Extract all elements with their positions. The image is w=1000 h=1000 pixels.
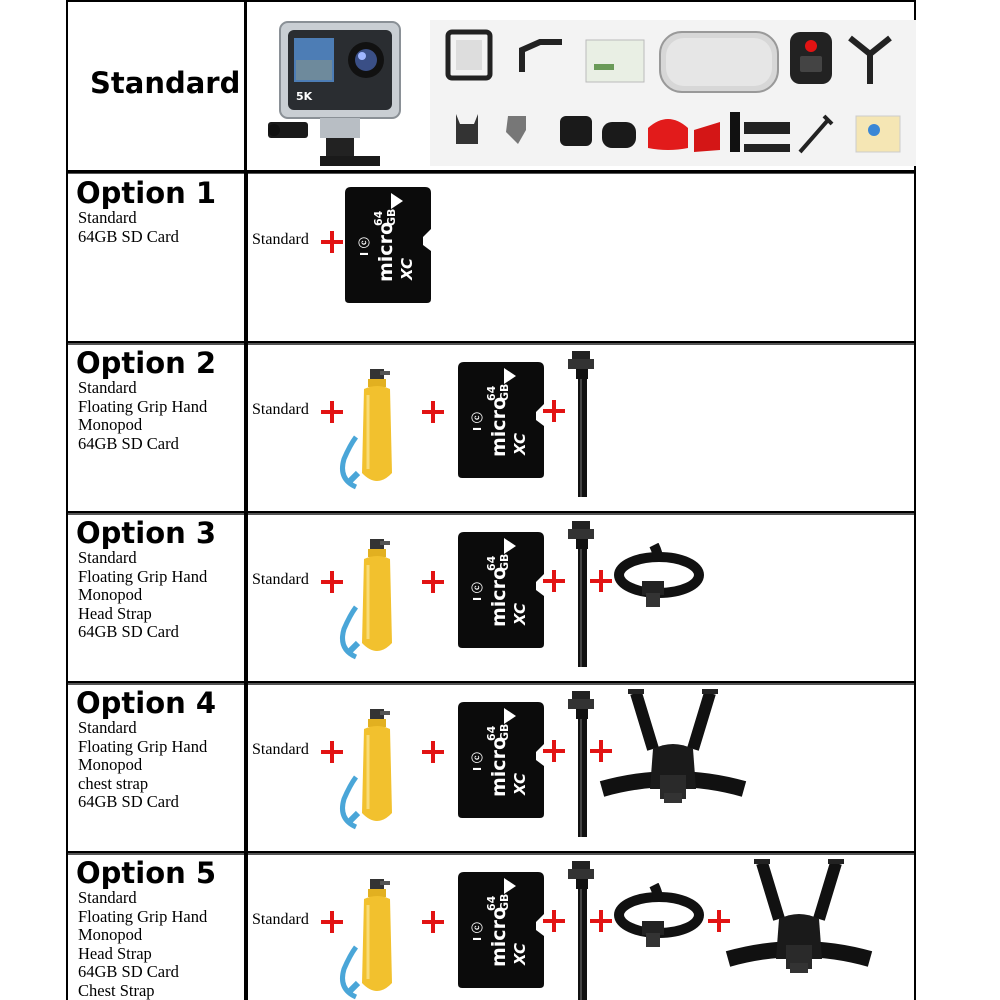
standard-label: Standard <box>252 571 309 588</box>
option-item: Floating Grip Hand <box>78 396 208 416</box>
option-item: Standard <box>78 718 137 737</box>
standard-label: Standard <box>252 231 309 248</box>
option-items <box>78 379 207 453</box>
option-item: Floating Grip Hand <box>78 736 208 756</box>
plus-icon <box>590 910 612 932</box>
option-item: Floating Grip Hand <box>78 566 208 586</box>
plus-icon <box>422 741 444 763</box>
column-divider <box>244 683 248 851</box>
option-item: Monopod <box>78 755 143 774</box>
action-camera-icon <box>260 10 420 170</box>
option-title: Option 4 <box>76 686 217 720</box>
option-item: Monopod <box>78 415 143 434</box>
floating-grip-icon <box>334 367 414 492</box>
standard-title: Standard <box>90 66 241 100</box>
strap-icon <box>730 112 740 152</box>
bike-mount-icon <box>850 38 890 84</box>
monopod-icon <box>562 519 602 669</box>
option-item: 64GB SD Card <box>78 792 179 811</box>
monopod-icon <box>562 689 602 839</box>
option-items <box>78 209 179 246</box>
floating-grip-icon <box>334 537 414 662</box>
option-item: 64GB SD Card <box>78 962 179 981</box>
column-divider <box>244 343 248 511</box>
usb-cable-icon <box>800 116 832 152</box>
option-items <box>78 889 207 1000</box>
option-row-3 <box>66 511 916 683</box>
chest-strap-icon <box>598 689 748 819</box>
product-options-table <box>66 0 916 1000</box>
option-visual <box>250 683 914 851</box>
column-divider <box>244 853 248 1000</box>
option-item: 64GB SD Card <box>78 226 179 246</box>
buckle-mount-icon <box>560 116 592 146</box>
option-item: Standard <box>78 548 137 567</box>
standard-row <box>66 0 916 172</box>
accessories-icons <box>430 20 916 166</box>
standard-kit-image <box>250 2 914 170</box>
option-visual <box>250 853 914 1000</box>
standard-label: Standard <box>252 741 309 758</box>
curved-mount-icon <box>602 122 636 148</box>
column-divider <box>244 2 247 170</box>
option-item: Standard <box>78 378 137 397</box>
head-strap-icon <box>614 543 704 613</box>
column-divider <box>244 513 248 681</box>
option-title: Option 1 <box>76 176 217 210</box>
plus-icon <box>422 401 444 423</box>
option-visual <box>250 173 914 341</box>
option-title: Option 3 <box>76 516 217 550</box>
chest-strap-icon <box>724 859 874 989</box>
option-item: Chest Strap <box>78 980 155 1000</box>
head-strap-icon <box>614 883 704 953</box>
option-item: Head Strap <box>78 603 152 623</box>
column-divider <box>244 173 248 341</box>
option-item: 64GB SD Card <box>78 433 179 453</box>
option-visual <box>250 343 914 511</box>
option-item: Head Strap <box>78 943 152 963</box>
tripod-adapter-icon <box>456 114 478 144</box>
monopod-icon <box>562 349 602 499</box>
option-row-2 <box>66 341 916 513</box>
plus-icon <box>422 911 444 933</box>
option-item: Standard <box>78 208 137 227</box>
standard-label: Standard <box>252 911 309 928</box>
floating-grip-icon <box>334 707 414 832</box>
option-visual <box>250 513 914 681</box>
camera-badge: 5K <box>296 90 313 103</box>
option-item: Monopod <box>78 925 143 944</box>
floating-grip-icon <box>334 877 414 1000</box>
adhesive-pad-icon <box>648 119 688 150</box>
sd-card-icon <box>456 700 546 820</box>
option-item: Standard <box>78 888 137 907</box>
plus-icon <box>422 571 444 593</box>
sd-card-icon <box>456 530 546 650</box>
option-row-4 <box>66 681 916 853</box>
j-mount-icon <box>506 116 526 144</box>
option-item: Floating Grip Hand <box>78 906 208 926</box>
standard-label: Standard <box>252 401 309 418</box>
option-row-1 <box>66 171 916 343</box>
option-item: Monopod <box>78 585 143 604</box>
plus-icon <box>590 570 612 592</box>
sd-card-icon <box>456 360 546 480</box>
sd-card-icon <box>456 870 546 990</box>
option-row-5 <box>66 851 916 1000</box>
option-title: Option 2 <box>76 346 217 380</box>
option-title: Option 5 <box>76 856 217 890</box>
option-item: 64GB SD Card <box>78 622 179 641</box>
option-items <box>78 549 207 642</box>
sd-card-icon <box>343 185 433 305</box>
plus-icon <box>321 231 343 253</box>
option-items <box>78 719 207 812</box>
mount-arm-icon <box>522 42 562 72</box>
manual-box-icon <box>586 40 644 82</box>
option-item: chest strap <box>78 773 149 793</box>
